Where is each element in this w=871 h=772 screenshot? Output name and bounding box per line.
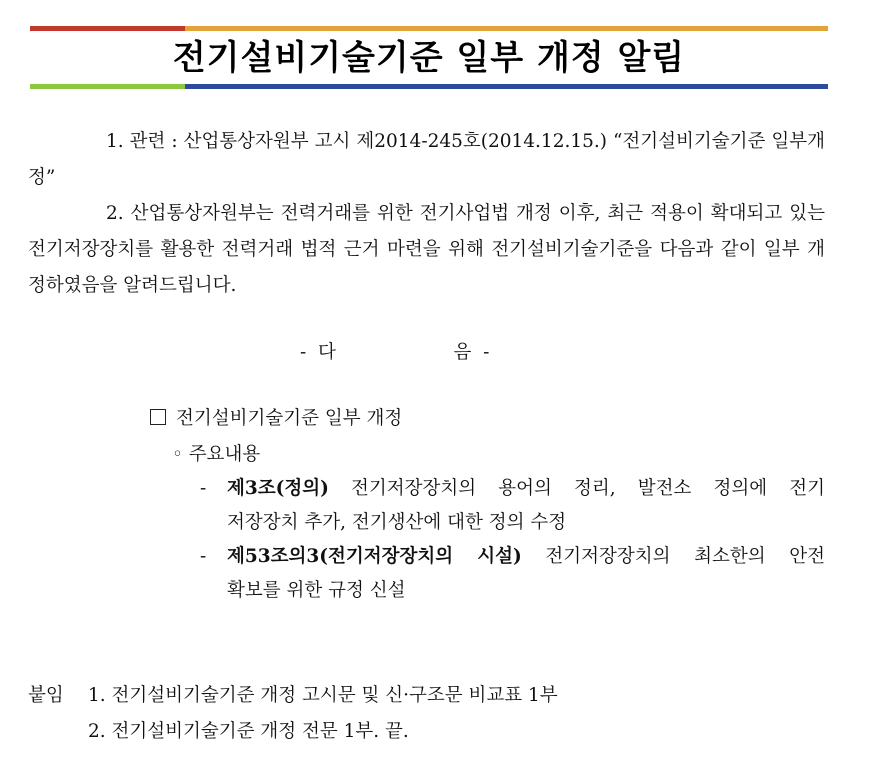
section-title: 전기설비기술기준 일부 개정 [176,408,403,429]
list-item [200,540,825,608]
top-color-bar [30,26,828,31]
item-line-2: 저장장치 추가, 전기생산에 대한 정의 수정 [227,512,567,533]
item-line-1: 전기저장장치의 용어의 정리, 발전소 정의에 전기 [351,478,825,499]
page-title: 전기설비기술기준 일부 개정 알림 [172,38,686,78]
bottom-color-bar [30,84,828,89]
attachment-item: 2. 전기설비기술기준 개정 전문 1부. 끝. [88,721,409,742]
item-line-2: 확보를 위한 규정 신설 [227,580,406,601]
attachment-row [28,678,558,714]
article-title: 제3조(정의) [227,478,329,499]
section-heading [150,402,402,436]
announcement-paragraph [28,196,825,304]
sub-heading: ◦ 주요내용 [172,444,261,465]
related-notice-paragraph [28,124,825,196]
dash-bullet: - [200,546,207,567]
bottom-bar-green-segment [30,84,185,89]
checkbox-icon [150,409,166,425]
paragraph-2: 2. 산업통상자원부는 전력거래를 위한 전기사업법 개정 이후, 최근 적용이 확대되고 있는 전기저장장치를 활용한 전력거래 법적 근거 마련을 위해 전기설비기술기준을 다음과 같이 일부 개정하였음을 알려드립니다. [28,203,825,296]
details-divider [300,336,489,370]
divider-left: - 다 [300,342,336,363]
attachment-row [28,714,409,750]
list-item [200,472,825,540]
top-bar-red-segment [30,26,185,31]
item-line-1: 전기저장장치의 최소한의 안전 [545,546,825,567]
attachment-item: 1. 전기설비기술기준 개정 고시문 및 신·구조문 비교표 1부 [88,685,558,706]
dash-bullet: - [200,478,207,499]
bottom-bar-blue-segment [185,84,828,89]
article-title: 제53조의3(전기저장장치의 시설) [227,546,522,567]
divider-right: 음 - [453,342,490,363]
paragraph-1: 1. 관련 : 산업통상자원부 고시 제2014-245호(2014.12.15.) “전기설비기술기준 일부개정” [28,131,825,188]
attachment-label: 붙임 [28,685,64,706]
top-bar-orange-segment [185,26,828,31]
